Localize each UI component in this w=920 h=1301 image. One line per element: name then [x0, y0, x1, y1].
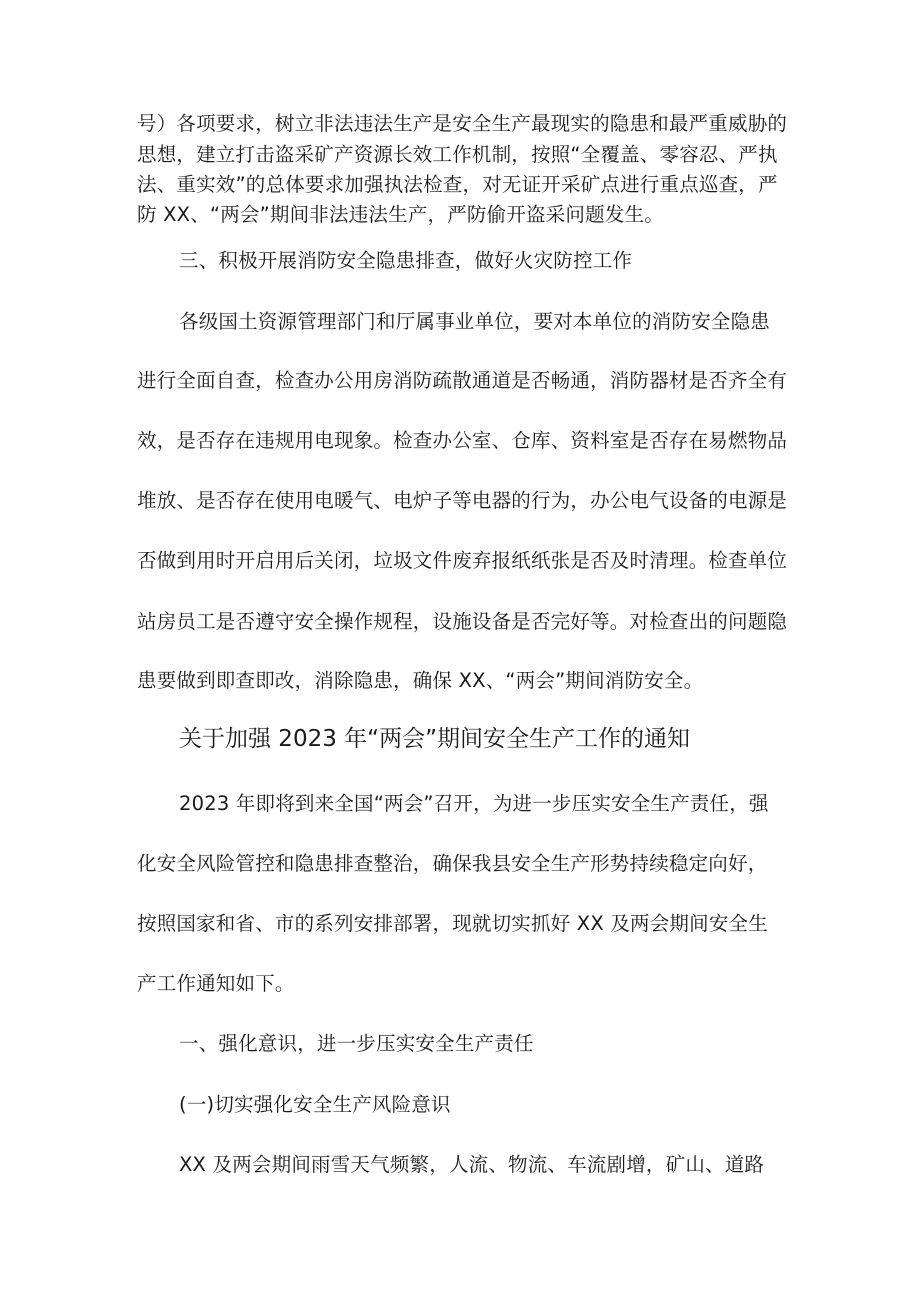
paragraph-1-line-4: 防 XX、“两会”期间非法违法生产，严防偷开盗采问题发生。: [137, 203, 664, 226]
paragraph-3-line-3: 按照国家和省、市的系列安排部署，现就切实抓好 XX 及两会期间安全生: [137, 912, 768, 935]
paragraph-2-line-1: 各级国土资源管理部门和厅属事业单位，要对本单位的消防安全隐患: [179, 310, 771, 333]
subsection-heading-1: (一)切实强化安全生产风险意识: [179, 1093, 451, 1116]
paragraph-2-line-2: 进行全面自查，检查办公用房消防疏散通道是否畅通，消防器材是否齐全有: [137, 369, 788, 392]
paragraph-4-line-1: XX 及两会期间雨雪天气频繁，人流、物流、车流剧增，矿山、道路: [179, 1153, 765, 1176]
notice-title: 关于加强 2023 年“两会”期间安全生产工作的通知: [179, 726, 690, 752]
paragraph-1-line-1: 号）各项要求，树立非法违法生产是安全生产最现实的隐患和最严重威胁的: [137, 112, 788, 135]
paragraph-2-line-3: 效，是否存在违规用电现象。检查办公室、仓库、资料室是否存在易燃物品: [137, 429, 788, 452]
paragraph-2-line-5: 否做到用时开启用后关闭，垃圾文件废弃报纸纸张是否及时清理。检查单位: [137, 549, 788, 572]
paragraph-1-line-2: 思想，建立打击盗采矿产资源长效工作机制，按照“全覆盖、零容忍、严执: [137, 143, 778, 166]
paragraph-2-line-4: 堆放、是否存在使用电暖气、电炉子等电器的行为，办公电气设备的电源是: [137, 489, 788, 512]
paragraph-2-line-7: 患要做到即查即改，消除隐患，确保 XX、“两会”期间消防安全。: [137, 669, 704, 692]
paragraph-2-line-6: 站房员工是否遵守安全操作规程，设施设备是否完好等。对检查出的问题隐: [137, 610, 788, 633]
paragraph-3-line-2: 化安全风险管控和隐患排查整治，确保我县安全生产形势持续稳定向好，: [137, 852, 768, 875]
paragraph-3-line-4: 产工作通知如下。: [137, 972, 295, 995]
section-heading-1: 一、强化意识，进一步压实安全生产责任: [179, 1032, 534, 1055]
paragraph-1-line-3: 法、重实效”的总体要求加强执法检查，对无证开采矿点进行重点巡查，严: [137, 173, 778, 196]
paragraph-3-line-1: 2023 年即将到来全国“两会”召开，为进一步压实安全生产责任，强: [179, 792, 769, 815]
section-heading-3: 三、积极开展消防安全隐患排查，做好火灾防控工作: [179, 249, 633, 272]
